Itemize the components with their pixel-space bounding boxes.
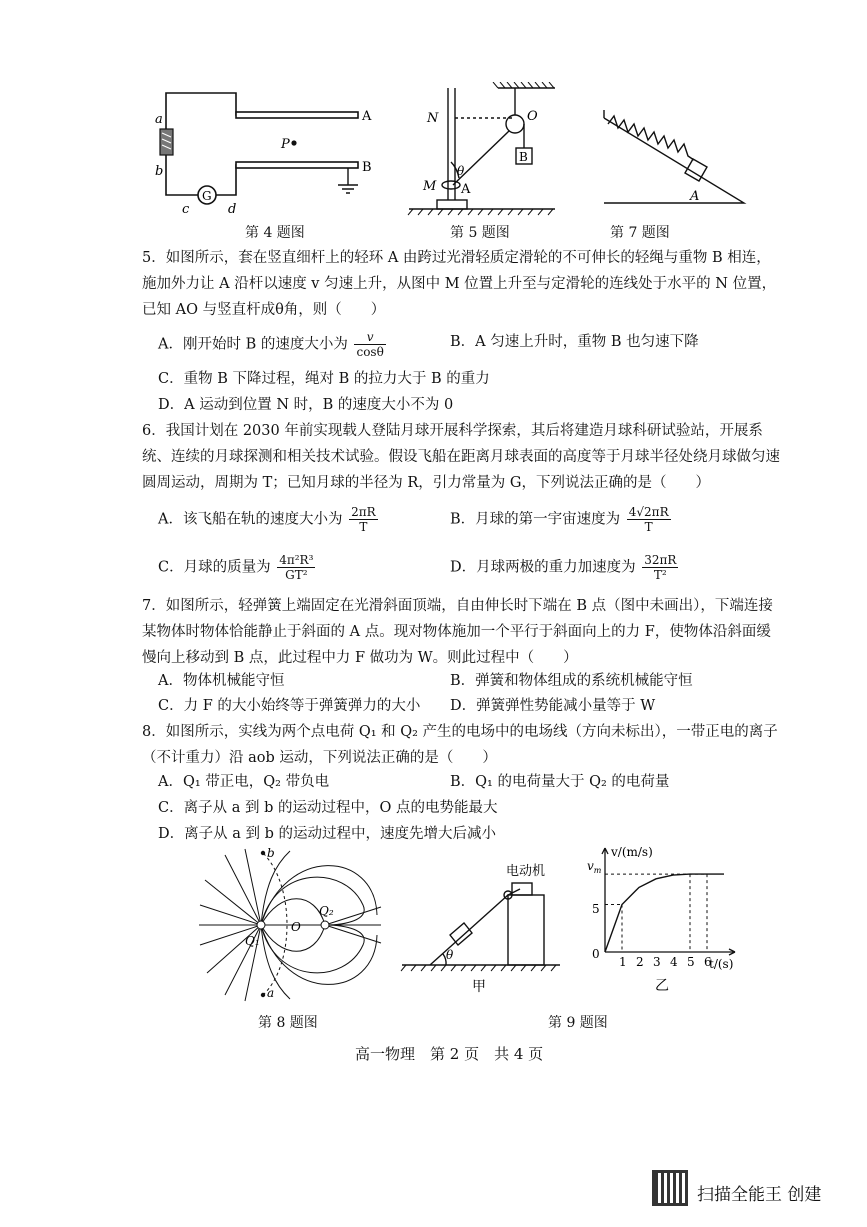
fig5-label-B: B (519, 150, 528, 164)
x-tick-label: 5 (687, 955, 695, 969)
fig5-label-A: A (461, 182, 471, 197)
fig9-caption: 第 9 题图 (548, 1015, 608, 1031)
figure-5 (405, 82, 565, 217)
x-tick-label: 3 (653, 955, 661, 969)
q6-option-c (158, 553, 317, 582)
fig8-label-Q1: Q₁ (245, 934, 260, 948)
fig9-y0: 0 (592, 947, 600, 961)
fig9-xlabel: t/(s) (709, 957, 734, 971)
fig4-label-d: d (228, 202, 237, 215)
figure-7 (598, 110, 750, 210)
q5-option-a (158, 330, 388, 359)
fig5-caption: 第 5 题图 (450, 225, 510, 241)
fig4-label-c: c (182, 202, 190, 215)
figure-9-yi-chart (585, 840, 745, 1000)
fig8-caption: 第 8 题图 (258, 1015, 318, 1031)
fig8-label-b: b (267, 846, 275, 860)
fig4-label-P: P (281, 137, 290, 152)
fig9-vm (587, 859, 602, 875)
q7-option-d: D．弹簧弹性势能减小量等于 W (450, 698, 656, 714)
q6-option-a (158, 505, 380, 534)
fig8-label-Q2: Q₂ (319, 904, 334, 918)
q7-stem: 7．如图所示，轻弹簧上端固定在光滑斜面顶端，自由伸长时下端在 B 点（图中未画出），下端连接某物体时物体恰能静止于斜面的 A 点。现对物体施加一个平行于斜面向上的力 F，使物体沿斜面缓慢向上移动到 B 点，此过程中力 F 做功为 W。则此过程中（ ） (142, 598, 773, 666)
q5-stem: 5．如图所示，套在竖直细杆上的轻环 A 由跨过光滑轻质定滑轮的不可伸长的轻绳与重物 B 相连，施加外力让 A 沿杆以速度 v 匀速上升，从图中 M 位置上升至与定滑轮的连线处于水平的 N 位置，已知 AO 与竖直杆成θ角，则（ ） (142, 250, 777, 318)
q6-b-den: T (644, 520, 653, 534)
x-tick-label: 6 (704, 955, 712, 969)
q6-a-den: T (359, 520, 368, 534)
q6-stem: 6．我国计划在 2030 年前实现载人登陆月球开展科学探索，其后将建造月球科研试验站，开展系统、连续的月球探测和相关技术试验。假设飞船在距离月球表面的高度等于月球半径处绕月球做匀速圆周运动，周期为 T；已知月球的半径为 R，引力常量为 G，下列说法正确的是（ ） (142, 423, 780, 491)
q6-d-den: T² (653, 568, 667, 582)
q5-option-d: D．A 运动到位置 N 时，B 的速度大小不为 0 (158, 397, 454, 413)
page-footer: 高一物理 第 2 页 共 4 页 (355, 1045, 544, 1063)
fig4-label-a: a (155, 112, 163, 127)
q5-a-den: cosθ (356, 345, 384, 359)
x-tick-label: 2 (636, 955, 644, 969)
q6-option-d (450, 553, 680, 582)
fig4-label-B: B (362, 160, 372, 175)
x-tick-label: 4 (670, 955, 678, 969)
fig9-y5: 5 (592, 902, 600, 916)
q7-option-c: C．力 F 的大小始终等于弹簧弹力的大小 (158, 698, 421, 714)
q6-a-num: 2πR (351, 505, 376, 519)
fig8-label-a: a (267, 986, 275, 1000)
fig9-ylabel: v/(m/s) (611, 845, 653, 859)
vt-series-line (605, 874, 724, 952)
q6-option-a-fraction (349, 505, 378, 534)
q6-option-a-text: A．该飞船在轨的速度大小为 (158, 511, 343, 528)
figure-9-jia (400, 855, 570, 995)
figure-4 (148, 85, 378, 215)
q8-stem: 8．如图所示，实线为两个点电荷 Q₁ 和 Q₂ 产生的电场中的电场线（方向未标出），一带正电的离子（不计重力）沿 aob 运动，下列说法正确的是（ ） (142, 724, 778, 766)
fig9-jia: 甲 (472, 979, 486, 995)
fig9-vm-sub: m (593, 866, 602, 875)
watermark-text: 扫描全能王 创建 (697, 1185, 822, 1205)
q6-option-b (450, 505, 673, 534)
fig9-yi: 乙 (655, 978, 669, 994)
fig7-label-A: A (690, 189, 700, 204)
fig5-label-N: N (427, 111, 439, 126)
q6-b-num: 4√2πR (628, 505, 669, 519)
q6-option-c-text: C．月球的质量为 (158, 559, 271, 576)
q6-option-c-fraction (277, 553, 315, 582)
fig5-label-M: M (423, 179, 437, 194)
q6-option-b-text: B．月球的第一宇宙速度为 (450, 511, 621, 528)
fig7-caption: 第 7 题图 (610, 225, 670, 241)
fig4-label-b: b (155, 164, 164, 179)
q8-option-c: C．离子从 a 到 b 的运动过程中，O 点的电势能最大 (158, 800, 498, 816)
q8-option-d: D．离子从 a 到 b 的运动过程中，速度先增大后减小 (158, 826, 496, 842)
q8-option-a: A．Q₁ 带正电，Q₂ 带负电 (158, 774, 330, 790)
qr-code-icon (652, 1170, 688, 1206)
q6-c-den: GT² (285, 568, 308, 582)
q6-d-num: 32πR (644, 553, 677, 567)
q5-option-a-text: A．刚开始时 B 的速度大小为 (158, 336, 348, 353)
q8-option-b: B．Q₁ 的电荷量大于 Q₂ 的电荷量 (450, 774, 670, 790)
q6-option-d-text: D．月球两极的重力加速度为 (450, 559, 636, 576)
q5-a-num: v (354, 330, 385, 345)
q6-option-d-fraction (642, 553, 678, 582)
fig4-label-A: A (362, 109, 372, 124)
fig9-theta: θ (446, 948, 454, 962)
fig9-motor-label: 电动机 (506, 864, 546, 879)
q5-option-a-fraction (354, 330, 385, 359)
q7-option-b: B．弹簧和物体组成的系统机械能守恒 (450, 673, 693, 689)
fig4-caption: 第 4 题图 (245, 225, 305, 241)
q6-c-num: 4π²R³ (279, 553, 314, 567)
fig4-label-G: G (202, 189, 212, 203)
x-tick-label: 1 (619, 955, 627, 969)
q7-option-a: A．物体机械能守恒 (158, 673, 285, 689)
fig5-label-theta: θ (457, 164, 465, 178)
fig8-label-O: O (291, 920, 301, 934)
figure-8 (195, 845, 385, 1005)
fig5-label-O: O (527, 109, 538, 124)
q6-option-b-fraction (627, 505, 671, 534)
q5-option-b: B．A 匀速上升时，重物 B 也匀速下降 (450, 334, 699, 350)
fig9-vm-v: v (587, 859, 594, 873)
q5-option-c: C．重物 B 下降过程，绳对 B 的拉力大于 B 的重力 (158, 371, 490, 387)
